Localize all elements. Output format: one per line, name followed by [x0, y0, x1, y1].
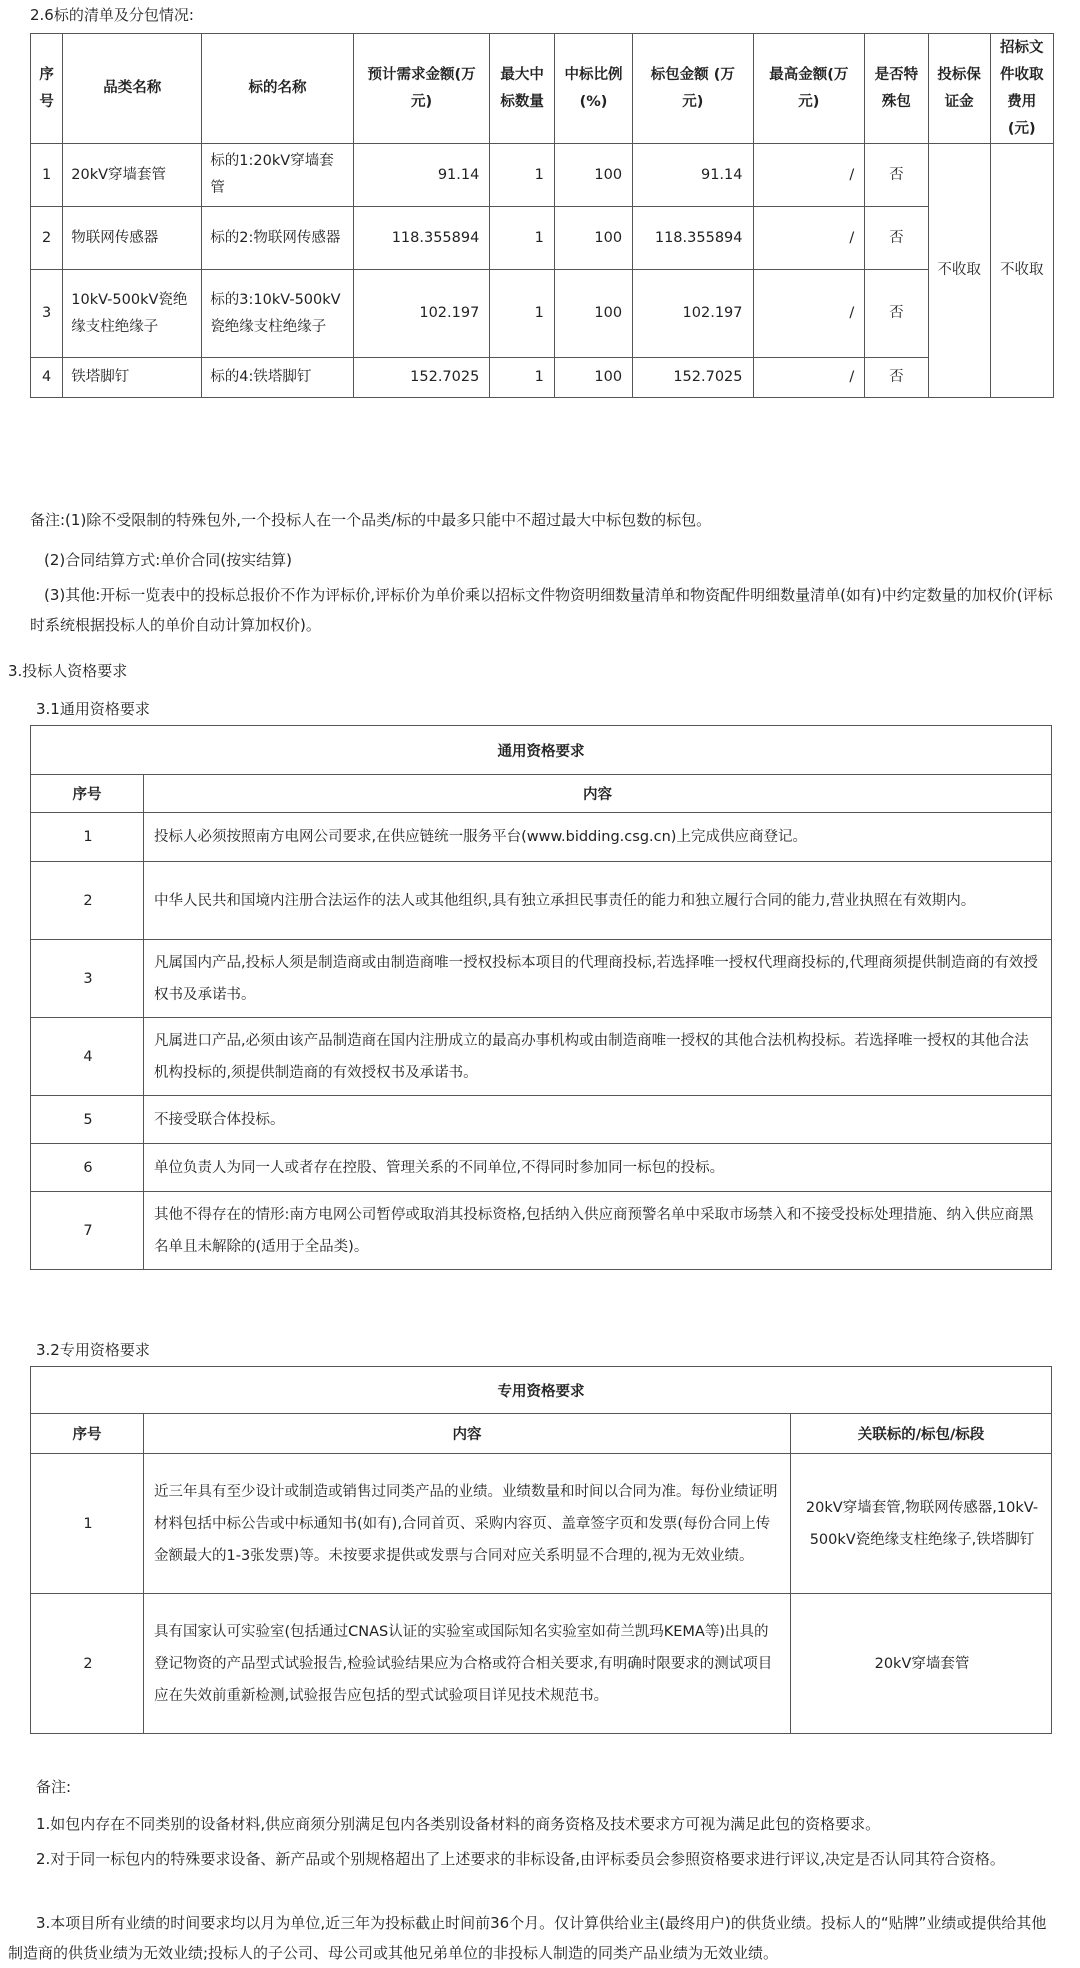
cell-special: 否: [865, 270, 928, 358]
special-qualification-table: [30, 1366, 1052, 1734]
table-row: [31, 144, 1054, 207]
cell-pkg: 91.14: [633, 144, 753, 207]
cell-top: /: [753, 144, 865, 207]
cell-est: 91.14: [353, 144, 490, 207]
section-3-1-heading: 3.1通用资格要求: [36, 700, 150, 718]
header-target: 标的名称: [202, 34, 353, 144]
cell-seq: 5: [31, 1096, 144, 1144]
table-row: [31, 862, 1052, 940]
cell-seq: 2: [31, 862, 144, 940]
header-content: 内容: [144, 775, 1052, 813]
cell-category: 物联网传感器: [63, 207, 202, 270]
header-doc-fee: 招标文件收取费用(元): [990, 34, 1053, 144]
cell-category: 20kV穿墙套管: [63, 144, 202, 207]
cell-content: 其他不得存在的情形:南方电网公司暂停或取消其投标资格,包括纳入供应商预警名单中采取市场禁入和不接受投标处理措施、纳入供应商黑名单且未解除的(适用于全品类)。: [144, 1192, 1052, 1270]
header-est-amount: 预计需求金额(万元): [353, 34, 490, 144]
header-seq: 序号: [31, 1414, 144, 1454]
cell-seq: 4: [31, 358, 63, 398]
header-seq: 序号: [31, 34, 63, 144]
cell-special: 否: [865, 144, 928, 207]
table-row: [31, 1018, 1052, 1096]
header-seq: 序号: [31, 775, 144, 813]
note-3-3: 3.本项目所有业绩的时间要求均以月为单位,近三年为投标截止时间前36个月。仅计算供给业主(最终用户)的供货业绩。投标人的“贴牌”业绩或提供给其他制造商的供货业绩为无效业绩;投标人的子公司、母公司或其他兄弟单位的非投标人制造的同类产品业绩为无效业绩。: [8, 1914, 1047, 1962]
table-row: [31, 1594, 1052, 1734]
cell-deposit: 不收取: [928, 144, 990, 398]
cell-ratio: 100: [554, 358, 632, 398]
header-max-amount: 最高金额(万元): [753, 34, 865, 144]
cell-ratio: 100: [554, 270, 632, 358]
header-category: 品类名称: [63, 34, 202, 144]
section-3-heading: 3.投标人资格要求: [8, 662, 128, 680]
table-row: [31, 1096, 1052, 1144]
cell-content: 投标人必须按照南方电网公司要求,在供应链统一服务平台(www.bidding.csg.cn)上完成供应商登记。: [144, 813, 1052, 862]
note-2-6-3: (3)其他:开标一览表中的投标总报价不作为评标价,评标价为单价乘以招标文件物资明细数量清单和物资配件明细数量清单(如有)中约定数量的加权价(评标时系统根据投标人的单价自动计算加权价)。: [30, 586, 1053, 634]
cell-ratio: 100: [554, 207, 632, 270]
header-ratio: 中标比例(%): [554, 34, 632, 144]
table-header-row: [31, 34, 1054, 144]
table-title-row: [31, 1367, 1052, 1414]
table-row: [31, 207, 1054, 270]
header-related: 关联标的/标包/标段: [791, 1414, 1052, 1454]
table-header-row: [31, 775, 1052, 813]
section-2-6-heading: 2.6标的清单及分包情况:: [30, 6, 194, 24]
table-row: [31, 940, 1052, 1018]
section-3-2-heading: 3.2专用资格要求: [36, 1341, 150, 1359]
cell-category: 10kV-500kV瓷绝缘支柱绝缘子: [63, 270, 202, 358]
note-3-1: 1.如包内存在不同类别的设备材料,供应商须分别满足包内各类别设备材料的商务资格及技术要求方可视为满足此包的资格要求。: [36, 1815, 881, 1833]
cell-content: 中华人民共和国境内注册合法运作的法人或其他组织,具有独立承担民事责任的能力和独立履行合同的能力,营业执照在有效期内。: [144, 862, 1052, 940]
note-3-2: 2.对于同一标包内的特殊要求设备、新产品或个别规格超出了上述要求的非标设备,由评标委员会参照资格要求进行评议,决定是否认同其符合资格。: [36, 1850, 1005, 1868]
cell-content: 不接受联合体投标。: [144, 1096, 1052, 1144]
header-deposit: 投标保证金: [928, 34, 990, 144]
cell-max: 1: [490, 207, 555, 270]
header-content: 内容: [144, 1414, 791, 1454]
table-row: [31, 1192, 1052, 1270]
general-qualification-table: [30, 725, 1052, 1270]
cell-special: 否: [865, 207, 928, 270]
cell-est: 102.197: [353, 270, 490, 358]
cell-related: 20kV穿墙套管: [791, 1594, 1052, 1734]
cell-category: 铁塔脚钉: [63, 358, 202, 398]
cell-seq: 7: [31, 1192, 144, 1270]
cell-top: /: [753, 358, 865, 398]
cell-content: 凡属国内产品,投标人须是制造商或由制造商唯一授权投标本项目的代理商投标,若选择唯一授权代理商投标的,代理商须提供制造商的有效授权书及承诺书。: [144, 940, 1052, 1018]
cell-content: 凡属进口产品,必须由该产品制造商在国内注册成立的最高办事机构或由制造商唯一授权的其他合法机构投标。若选择唯一授权的其他合法机构投标的,须提供制造商的有效授权书及承诺书。: [144, 1018, 1052, 1096]
cell-content: 近三年具有至少设计或制造或销售过同类产品的业绩。业绩数量和时间以合同为准。每份业绩证明材料包括中标公告或中标通知书(如有),合同首页、采购内容页、盖章签字页和发票(每份合同上传金额最大的1-3张发票)等。未按要求提供或发票与合同对应关系明显不合理的,视为无效业绩。: [144, 1454, 791, 1594]
header-max-count: 最大中标数量: [490, 34, 555, 144]
cell-est: 118.355894: [353, 207, 490, 270]
cell-seq: 1: [31, 144, 63, 207]
table-row: [31, 358, 1054, 398]
notes-3-label: 备注:: [36, 1778, 72, 1796]
cell-target: 标的4:铁塔脚钉: [202, 358, 353, 398]
cell-top: /: [753, 207, 865, 270]
cell-target: 标的3:10kV-500kV瓷绝缘支柱绝缘子: [202, 270, 353, 358]
cell-pkg: 118.355894: [633, 207, 753, 270]
cell-max: 1: [490, 144, 555, 207]
cell-seq: 6: [31, 1144, 144, 1192]
table-row: [31, 270, 1054, 358]
general-table-title: 通用资格要求: [31, 726, 1052, 775]
cell-target: 标的1:20kV穿墙套管: [202, 144, 353, 207]
table-row: [31, 1454, 1052, 1594]
cell-seq: 2: [31, 207, 63, 270]
cell-seq: 1: [31, 813, 144, 862]
special-table-title: 专用资格要求: [31, 1367, 1052, 1414]
header-special: 是否特殊包: [865, 34, 928, 144]
cell-est: 152.7025: [353, 358, 490, 398]
cell-ratio: 100: [554, 144, 632, 207]
table-row: [31, 813, 1052, 862]
header-pkg-amount: 标包金额 (万元): [633, 34, 753, 144]
cell-content: 单位负责人为同一人或者存在控股、管理关系的不同单位,不得同时参加同一标包的投标。: [144, 1144, 1052, 1192]
cell-related: 20kV穿墙套管,物联网传感器,10kV-500kV瓷绝缘支柱绝缘子,铁塔脚钉: [791, 1454, 1052, 1594]
cell-pkg: 152.7025: [633, 358, 753, 398]
cell-doc-fee: 不收取: [990, 144, 1053, 398]
cell-top: /: [753, 270, 865, 358]
cell-seq: 1: [31, 1454, 144, 1594]
cell-max: 1: [490, 358, 555, 398]
cell-seq: 2: [31, 1594, 144, 1734]
bid-list-table: [30, 33, 1054, 398]
cell-content: 具有国家认可实验室(包括通过CNAS认证的实验室或国际知名实验室如荷兰凯玛KEMA等)出具的登记物资的产品型式试验报告,检验试验结果应为合格或符合相关要求,有明确时限要求的测试项目应在失效前重新检测,试验报告应包括的型式试验项目详见技术规范书。: [144, 1594, 791, 1734]
cell-seq: 4: [31, 1018, 144, 1096]
cell-special: 否: [865, 358, 928, 398]
note-2-6-2: (2)合同结算方式:单价合同(按实结算): [44, 551, 293, 569]
cell-max: 1: [490, 270, 555, 358]
cell-pkg: 102.197: [633, 270, 753, 358]
cell-seq: 3: [31, 270, 63, 358]
note-2-6-1: 备注:(1)除不受限制的特殊包外,一个投标人在一个品类/标的中最多只能中不超过最大中标包数的标包。: [30, 511, 712, 529]
table-header-row: [31, 1414, 1052, 1454]
table-row: [31, 1144, 1052, 1192]
table-title-row: [31, 726, 1052, 775]
cell-seq: 3: [31, 940, 144, 1018]
cell-target: 标的2:物联网传感器: [202, 207, 353, 270]
